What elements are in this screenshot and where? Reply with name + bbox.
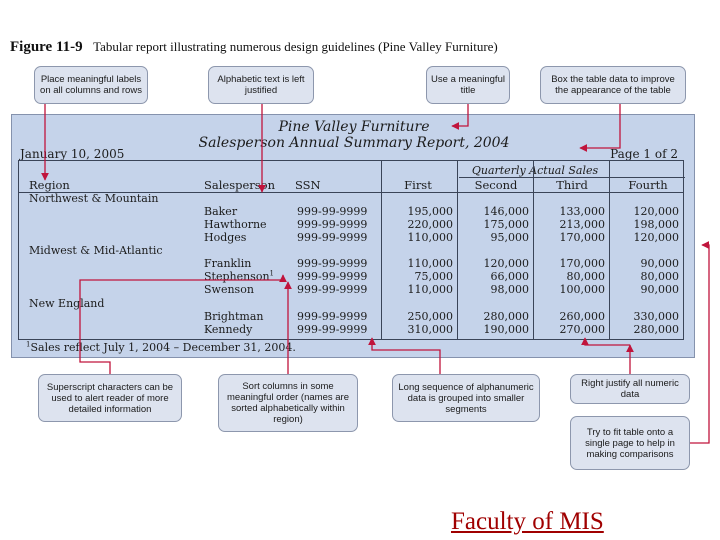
col-header-first: First (404, 178, 432, 192)
col-header-ssn: SSN (295, 178, 321, 192)
salesperson-cell: Franklin (204, 257, 252, 270)
q2-cell: 280,000 (483, 310, 529, 323)
faculty-label: Faculty of MIS (451, 508, 604, 535)
callout-labels: Place meaningful labels on all columns and rows (34, 66, 148, 104)
salesperson-name: Stephenson (204, 270, 270, 283)
report-table (18, 160, 684, 340)
q3-cell: 170,000 (559, 231, 605, 244)
q1-cell: 220,000 (407, 218, 453, 231)
region-label: New England (29, 297, 105, 310)
q4-cell: 120,000 (633, 231, 679, 244)
q2-cell: 98,000 (490, 283, 529, 296)
q1-cell: 110,000 (407, 231, 453, 244)
q4-cell: 90,000 (640, 283, 679, 296)
q2-cell: 120,000 (483, 257, 529, 270)
report-date: January 10, 2005 (20, 147, 125, 161)
report-page-number: Page 1 of 2 (610, 147, 678, 161)
q3-cell: 100,000 (559, 283, 605, 296)
col-header-fourth: Fourth (628, 178, 668, 192)
q3-cell: 170,000 (559, 257, 605, 270)
footnote-mark: 1 (26, 340, 31, 349)
q4-cell: 198,000 (633, 218, 679, 231)
ssn-cell: 999-99-9999 (297, 218, 368, 231)
q1-cell: 110,000 (407, 257, 453, 270)
col-header-salesperson: Salesperson (204, 178, 276, 192)
q3-cell: 80,000 (566, 270, 605, 283)
region-label: Midwest & Mid-Atlantic (29, 244, 163, 257)
quarterly-header: Quarterly Actual Sales (471, 164, 599, 177)
col-header-third: Third (556, 178, 588, 192)
callout-right-justify: Right justify all numeric data (570, 374, 690, 404)
q2-cell: 66,000 (490, 270, 529, 283)
q2-cell: 146,000 (483, 205, 529, 218)
q3-cell: 270,000 (559, 323, 605, 336)
ssn-cell: 999-99-9999 (297, 257, 368, 270)
q4-cell: 120,000 (633, 205, 679, 218)
q4-cell: 90,000 (640, 257, 679, 270)
ssn-cell: 999-99-9999 (297, 283, 368, 296)
ssn-cell: 999-99-9999 (297, 323, 368, 336)
q1-cell: 250,000 (407, 310, 453, 323)
ssn-cell: 999-99-9999 (297, 205, 368, 218)
salesperson-cell: Swenson (204, 283, 254, 296)
q1-cell: 195,000 (407, 205, 453, 218)
report-footnote (26, 341, 296, 354)
ssn-cell: 999-99-9999 (297, 310, 368, 323)
ssn-cell: 999-99-9999 (297, 231, 368, 244)
col-header-second: Second (474, 178, 518, 192)
callout-box-table: Box the table data to improve the appearance of the table (540, 66, 686, 104)
q3-cell: 260,000 (559, 310, 605, 323)
q1-cell: 75,000 (414, 270, 453, 283)
figure-caption: Tabular report illustrating numerous design guidelines (Pine Valley Furniture) (93, 39, 498, 54)
report-title: Salesperson Annual Summary Report, 2004 (198, 135, 510, 151)
q4-cell: 80,000 (640, 270, 679, 283)
q4-cell: 330,000 (633, 310, 679, 323)
report-company: Pine Valley Furniture (278, 119, 430, 135)
callout-sort-columns: Sort columns in some meaningful order (names are sorted alphabetically within region) (218, 374, 358, 432)
salesperson-cell: Hawthorne (204, 218, 267, 231)
callout-single-page: Try to fit table onto a single page to help in making comparisons (570, 416, 690, 470)
q3-cell: 133,000 (559, 205, 605, 218)
superscript-mark: 1 (269, 269, 275, 278)
q3-cell: 213,000 (559, 218, 605, 231)
region-label: Northwest & Mountain (29, 192, 159, 205)
callout-superscript: Superscript characters can be used to alert reader of more detailed information (38, 374, 182, 422)
q4-cell: 280,000 (633, 323, 679, 336)
callout-meaningful-title: Use a meaningful title (426, 66, 510, 104)
q1-cell: 310,000 (407, 323, 453, 336)
callout-group-segments: Long sequence of alphanumeric data is grouped into smaller segments (392, 374, 540, 422)
salesperson-cell: Brightman (204, 310, 264, 323)
salesperson-cell: Kennedy (204, 323, 253, 336)
q2-cell: 175,000 (483, 218, 529, 231)
ssn-cell: 999-99-9999 (297, 270, 368, 283)
q2-cell: 95,000 (490, 231, 529, 244)
salesperson-cell (204, 271, 274, 283)
q1-cell: 110,000 (407, 283, 453, 296)
salesperson-cell: Baker (204, 205, 238, 218)
footnote-text: Sales reflect July 1, 2004 – December 31, 2004. (30, 341, 296, 354)
salesperson-cell: Hodges (204, 231, 247, 244)
q2-cell: 190,000 (483, 323, 529, 336)
figure-number: Figure 11-9 (10, 39, 83, 55)
callout-left-justified: Alphabetic text is left justified (208, 66, 314, 104)
col-header-region: Region (29, 178, 70, 192)
report-panel (11, 114, 695, 358)
figure-title (10, 38, 710, 56)
